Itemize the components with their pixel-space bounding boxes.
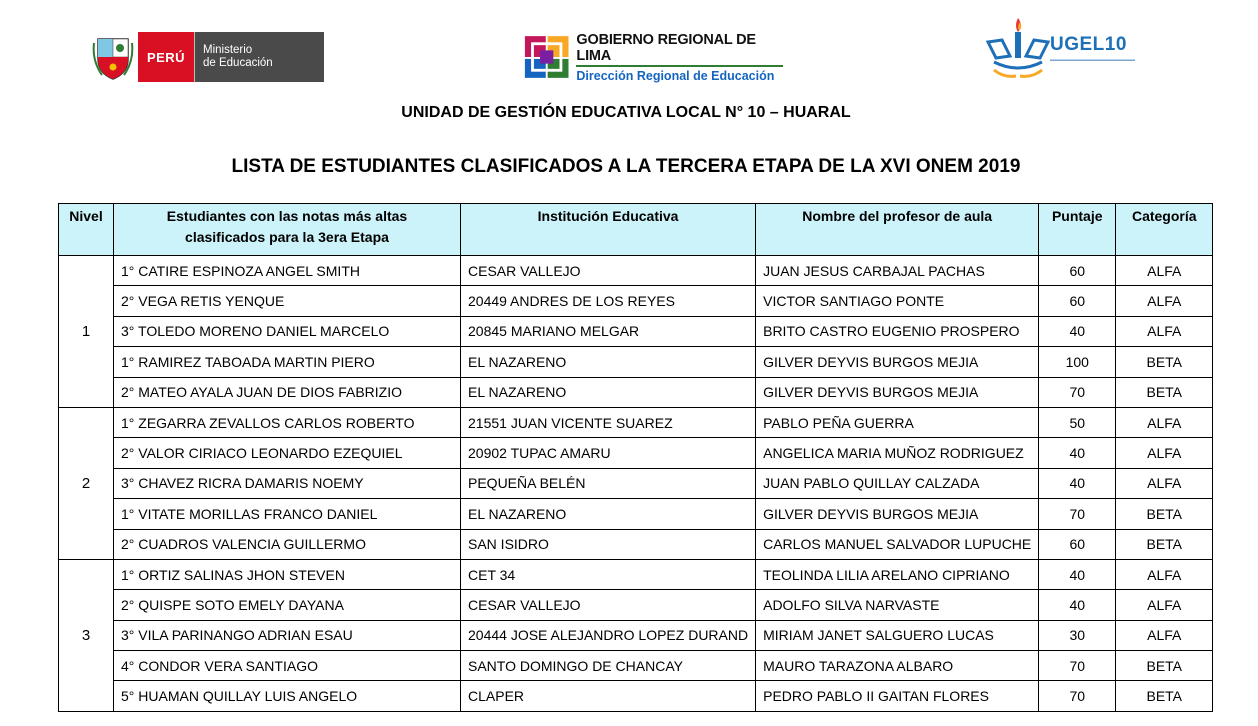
torch-book-icon bbox=[980, 12, 1052, 84]
student-cell: 2° QUISPE SOTO EMELY DAYANA bbox=[114, 590, 461, 620]
institution-cell: 20845 MARIANO MELGAR bbox=[461, 316, 756, 346]
score-cell: 100 bbox=[1039, 347, 1116, 377]
teacher-cell: ADOLFO SILVA NARVASTE bbox=[756, 590, 1039, 620]
score-cell: 40 bbox=[1039, 316, 1116, 346]
score-cell: 30 bbox=[1039, 620, 1116, 650]
coat-of-arms-icon bbox=[92, 33, 134, 81]
institution-cell: EL NAZARENO bbox=[461, 347, 756, 377]
gore-subtitle: Dirección Regional de Educación bbox=[576, 68, 775, 83]
list-title: LISTA DE ESTUDIANTES CLASIFICADOS A LA TERCERA ETAPA DE LA XVI ONEM 2019 bbox=[231, 156, 1021, 177]
header-estudiantes-line1: Estudiantes con las notas más altas bbox=[166, 208, 408, 224]
category-cell: ALFA bbox=[1116, 407, 1213, 437]
table-row bbox=[59, 286, 1213, 316]
table-row bbox=[59, 347, 1213, 377]
category-cell: ALFA bbox=[1116, 620, 1213, 650]
institution-cell: PEQUEÑA BELÉN bbox=[461, 468, 756, 498]
ministerio-label bbox=[194, 32, 324, 82]
table-row bbox=[59, 407, 1213, 437]
teacher-cell: JUAN JESUS CARBAJAL PACHAS bbox=[756, 256, 1039, 286]
header-estudiantes bbox=[114, 204, 461, 256]
category-cell: ALFA bbox=[1116, 559, 1213, 589]
institution-cell: 20449 ANDRES DE LOS REYES bbox=[461, 286, 756, 316]
teacher-cell: PEDRO PABLO II GAITAN FLORES bbox=[756, 681, 1039, 711]
table-header-row bbox=[59, 204, 1213, 256]
student-cell: 1° CATIRE ESPINOZA ANGEL SMITH bbox=[114, 256, 461, 286]
category-cell: BETA bbox=[1116, 529, 1213, 559]
category-cell: ALFA bbox=[1116, 286, 1213, 316]
student-cell: 2° VALOR CIRIACO LEONARDO EZEQUIEL bbox=[114, 438, 461, 468]
student-cell: 1° ZEGARRA ZEVALLOS CARLOS ROBERTO bbox=[114, 407, 461, 437]
teacher-cell: MIRIAM JANET SALGUERO LUCAS bbox=[756, 620, 1039, 650]
score-cell: 40 bbox=[1039, 559, 1116, 589]
nivel-cell: 3 bbox=[59, 559, 114, 711]
student-cell: 2° MATEO AYALA JUAN DE DIOS FABRIZIO bbox=[114, 377, 461, 407]
institution-cell: 20902 TUPAC AMARU bbox=[461, 438, 756, 468]
institution-cell: EL NAZARENO bbox=[461, 377, 756, 407]
score-cell: 60 bbox=[1039, 286, 1116, 316]
gobierno-regional-logo bbox=[523, 33, 783, 81]
nivel-cell: 1 bbox=[59, 256, 114, 408]
student-cell: 3° VILA PARINANGO ADRIAN ESAU bbox=[114, 620, 461, 650]
table-row bbox=[59, 316, 1213, 346]
institution-cell: 20444 JOSE ALEJANDRO LOPEZ DURAND bbox=[461, 620, 756, 650]
score-cell: 50 bbox=[1039, 407, 1116, 437]
ugel-logo bbox=[980, 12, 1150, 84]
student-cell: 5° HUAMAN QUILLAY LUIS ANGELO bbox=[114, 681, 461, 711]
institution-cell: SAN ISIDRO bbox=[461, 529, 756, 559]
table-row bbox=[59, 651, 1213, 681]
teacher-cell: GILVER DEYVIS BURGOS MEJIA bbox=[756, 499, 1039, 529]
institution-cell: 21551 JUAN VICENTE SUAREZ bbox=[461, 407, 756, 437]
header-profesor: Nombre del profesor de aula bbox=[756, 204, 1039, 256]
table-row bbox=[59, 499, 1213, 529]
minedu-logo bbox=[92, 32, 324, 82]
header-estudiantes-line2: clasificados para la 3era Etapa bbox=[185, 229, 389, 245]
table-row bbox=[59, 256, 1213, 286]
category-cell: BETA bbox=[1116, 347, 1213, 377]
category-cell: BETA bbox=[1116, 681, 1213, 711]
ministerio-line1: Ministerio bbox=[203, 44, 253, 56]
category-cell: BETA bbox=[1116, 499, 1213, 529]
teacher-cell: BRITO CASTRO EUGENIO PROSPERO bbox=[756, 316, 1039, 346]
category-cell: ALFA bbox=[1116, 256, 1213, 286]
institution-cell: CESAR VALLEJO bbox=[461, 590, 756, 620]
ugel-tagline: ▬▬▬▬▬▬▬▬▬▬▬▬▬▬▬▬▬ bbox=[1050, 56, 1135, 63]
institution-cell: CET 34 bbox=[461, 559, 756, 589]
peru-label: PERÚ bbox=[138, 32, 194, 82]
table-row bbox=[59, 681, 1213, 711]
category-cell: BETA bbox=[1116, 651, 1213, 681]
header-puntaje: Puntaje bbox=[1039, 204, 1116, 256]
score-cell: 70 bbox=[1039, 377, 1116, 407]
score-cell: 70 bbox=[1039, 499, 1116, 529]
nivel-cell: 2 bbox=[59, 407, 114, 559]
teacher-cell: GILVER DEYVIS BURGOS MEJIA bbox=[756, 377, 1039, 407]
institution-cell: SANTO DOMINGO DE CHANCAY bbox=[461, 651, 756, 681]
table-row bbox=[59, 529, 1213, 559]
category-cell: BETA bbox=[1116, 377, 1213, 407]
header-nivel: Nivel bbox=[59, 204, 114, 256]
teacher-cell: TEOLINDA LILIA ARELANO CIPRIANO bbox=[756, 559, 1039, 589]
teacher-cell: ANGELICA MARIA MUÑOZ RODRIGUEZ bbox=[756, 438, 1039, 468]
score-cell: 70 bbox=[1039, 681, 1116, 711]
institution-cell: CLAPER bbox=[461, 681, 756, 711]
ministerio-line2: de Educación bbox=[203, 57, 273, 69]
header-categoria: Categoría bbox=[1116, 204, 1213, 256]
category-cell: ALFA bbox=[1116, 468, 1213, 498]
table-row bbox=[59, 590, 1213, 620]
score-cell: 70 bbox=[1039, 651, 1116, 681]
table-row bbox=[59, 468, 1213, 498]
table-row bbox=[59, 559, 1213, 589]
table-row bbox=[59, 377, 1213, 407]
teacher-cell: CARLOS MANUEL SALVADOR LUPUCHE bbox=[756, 529, 1039, 559]
teacher-cell: GILVER DEYVIS BURGOS MEJIA bbox=[756, 347, 1039, 377]
score-cell: 40 bbox=[1039, 590, 1116, 620]
gore-title: GOBIERNO REGIONAL DE LIMA bbox=[576, 32, 783, 67]
student-cell: 3° TOLEDO MORENO DANIEL MARCELO bbox=[114, 316, 461, 346]
student-cell: 2° VEGA RETIS YENQUE bbox=[114, 286, 461, 316]
student-cell: 1° RAMIREZ TABOADA MARTIN PIERO bbox=[114, 347, 461, 377]
student-cell: 1° ORTIZ SALINAS JHON STEVEN bbox=[114, 559, 461, 589]
category-cell: ALFA bbox=[1116, 590, 1213, 620]
gore-emblem-icon bbox=[523, 33, 570, 81]
score-cell: 40 bbox=[1039, 438, 1116, 468]
teacher-cell: PABLO PEÑA GUERRA bbox=[756, 407, 1039, 437]
institution-cell: EL NAZARENO bbox=[461, 499, 756, 529]
students-table bbox=[58, 203, 1213, 712]
table-row bbox=[59, 438, 1213, 468]
student-cell: 3° CHAVEZ RICRA DAMARIS NOEMY bbox=[114, 468, 461, 498]
category-cell: ALFA bbox=[1116, 316, 1213, 346]
teacher-cell: JUAN PABLO QUILLAY CALZADA bbox=[756, 468, 1039, 498]
table-body bbox=[59, 256, 1213, 712]
student-cell: 1° VITATE MORILLAS FRANCO DANIEL bbox=[114, 499, 461, 529]
category-cell: ALFA bbox=[1116, 438, 1213, 468]
ugel-title: UGEL10 bbox=[1050, 33, 1127, 55]
student-cell: 2° CUADROS VALENCIA GUILLERMO bbox=[114, 529, 461, 559]
score-cell: 60 bbox=[1039, 529, 1116, 559]
score-cell: 40 bbox=[1039, 468, 1116, 498]
student-cell: 4° CONDOR VERA SANTIAGO bbox=[114, 651, 461, 681]
teacher-cell: VICTOR SANTIAGO PONTE bbox=[756, 286, 1039, 316]
score-cell: 60 bbox=[1039, 256, 1116, 286]
teacher-cell: MAURO TARAZONA ALBARO bbox=[756, 651, 1039, 681]
unit-title: UNIDAD DE GESTIÓN EDUCATIVA LOCAL N° 10 – HUARAL bbox=[401, 104, 851, 121]
header-institucion: Institución Educativa bbox=[461, 204, 756, 256]
table-row bbox=[59, 620, 1213, 650]
institution-cell: CESAR VALLEJO bbox=[461, 256, 756, 286]
